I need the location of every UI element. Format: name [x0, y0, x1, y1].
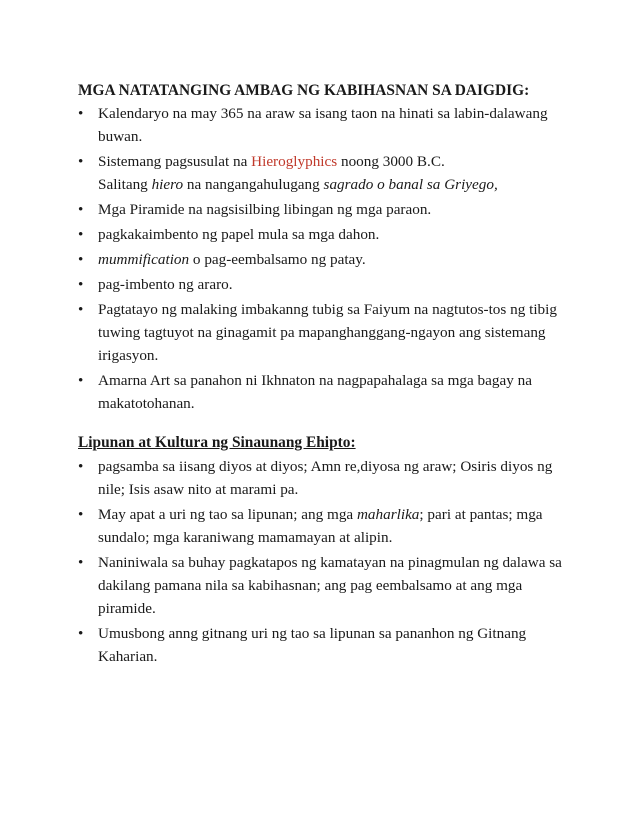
- bullet-icon: •: [78, 625, 84, 642]
- list-item: [78, 622, 578, 668]
- list-item: [78, 298, 578, 367]
- item-text-pre: May apat a uri ng tao sa lipunan; ang mga: [98, 506, 357, 523]
- bullet-icon: •: [78, 276, 84, 293]
- bullet-icon: •: [78, 372, 84, 389]
- item-text-rest: o pag-eembalsamo ng patay.: [189, 251, 366, 268]
- bullet-icon: •: [78, 251, 84, 268]
- bullet-icon: •: [78, 153, 84, 170]
- list-item: [78, 198, 578, 221]
- item-text: Naniniwala sa buhay pagkatapos ng kamatayan na pinagmulan ng dalawa sa dakilang pamana nila sa kabihasnan; ang pag eembalsamo at ang mga piramide.: [98, 554, 562, 617]
- item-italic: mummification: [98, 251, 190, 268]
- item-text: pagsamba sa iisang diyos at diyos; Amn re,diyosa ng araw; Osiris diyos ng nile; Isis asaw nito at marami pa.: [98, 458, 553, 498]
- item-text: pag-imbento ng araro.: [98, 276, 233, 293]
- item-subline: [98, 173, 578, 196]
- item-text: Kalendaryo na may 365 na araw sa isang taon na hinati sa labin-dalawang buwan.: [98, 105, 548, 145]
- bullet-icon: •: [78, 301, 84, 318]
- item-italic-maharlika: maharlika: [356, 506, 420, 523]
- society-list: [78, 455, 578, 670]
- list-item: [78, 150, 578, 196]
- item-text: pagkakaimbento ng papel mula sa mga dahon.: [98, 226, 380, 243]
- item-text-pre: Sistemang pagsusulat na: [98, 153, 252, 170]
- list-item: [78, 102, 578, 148]
- list-item: [78, 248, 578, 271]
- subline-italic-hiero: hiero: [151, 176, 184, 193]
- subline-italic-meaning: sagrado o banal sa Griyego,: [323, 176, 498, 193]
- item-text-post: ; pari at pantas; mga sundalo; mga karaniwang mamamayan at alipin.: [98, 506, 543, 546]
- list-item: [78, 369, 578, 415]
- section-heading-contributions: MGA NATATANGING AMBAG NG KABIHASNAN SA DAIGDIG:: [78, 82, 530, 99]
- item-text: Mga Piramide na nagsisilbing libingan ng mga paraon.: [98, 201, 432, 218]
- bullet-icon: •: [78, 458, 84, 475]
- bullet-icon: •: [78, 554, 84, 571]
- list-item: [78, 503, 578, 549]
- subline-pre: Salitang: [98, 176, 152, 193]
- bullet-icon: •: [78, 201, 84, 218]
- item-text-post: noong 3000 B.C.: [337, 153, 445, 170]
- item-text: Umusbong anng gitnang uri ng tao sa lipunan sa pananhon ng Gitnang Kaharian.: [98, 625, 527, 665]
- item-text: Amarna Art sa panahon ni Ikhnaton na nagpapahalaga sa mga bagay na makatotohanan.: [98, 372, 532, 412]
- bullet-icon: •: [78, 105, 84, 122]
- item-text: Pagtatayo ng malaking imbakanng tubig sa Faiyum na nagtutos-tos ng tibig tuwing tagtuyot na ginagamit pa mapanghanggang-ngayon ang sistemang irigasyon.: [98, 301, 557, 364]
- bullet-icon: •: [78, 506, 84, 523]
- list-item: [78, 551, 578, 620]
- bullet-icon: •: [78, 226, 84, 243]
- list-item: [78, 273, 578, 296]
- list-item: [78, 223, 578, 246]
- hieroglyphics-highlight: Hieroglyphics: [251, 153, 338, 170]
- section-heading-society: Lipunan at Kultura ng Sinaunang Ehipto:: [78, 434, 356, 451]
- list-item: [78, 455, 578, 501]
- subline-mid: na nangangahulugang: [183, 176, 324, 193]
- contributions-list: [78, 102, 578, 417]
